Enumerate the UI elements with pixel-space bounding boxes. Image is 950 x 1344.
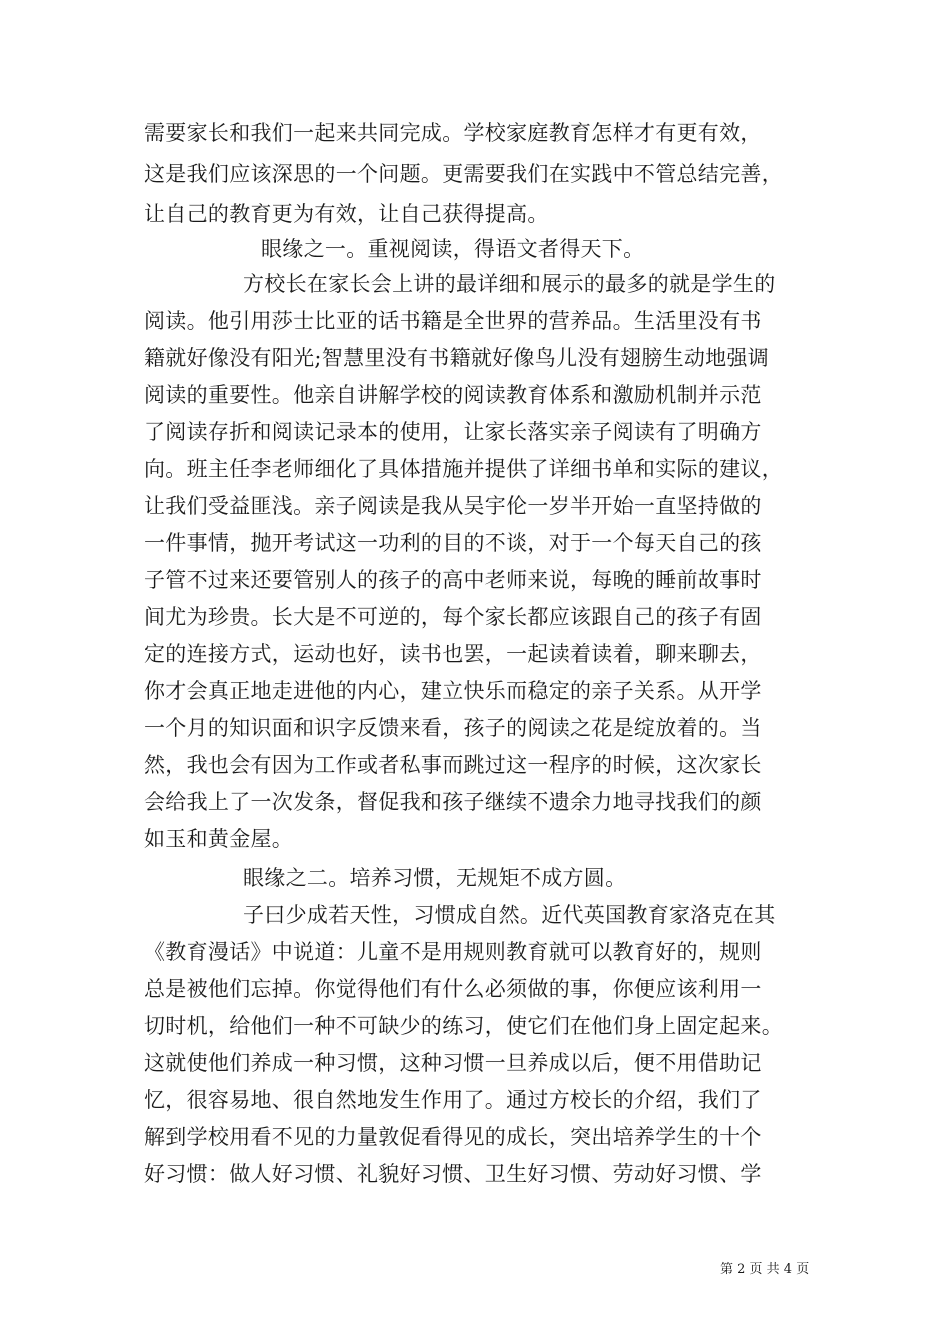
- text-line: 向。班主任李老师细化了具体措施并提供了详细书单和实际的建议，: [144, 457, 783, 481]
- paragraph-first-line: 子曰少成若天性，习惯成自然。近代英国教育家洛克在其: [243, 903, 776, 927]
- text-line: 你才会真正地走进他的内心，建立快乐而稳定的亲子关系。从开学: [144, 679, 762, 703]
- text-line: 然，我也会有因为工作或者私事而跳过这一程序的时候，这次家长: [144, 753, 762, 777]
- section-heading: 眼缘之二。培养习惯，无规矩不成方圆。: [243, 866, 627, 890]
- text-line: 一个月的知识面和识字反馈来看，孩子的阅读之花是绽放着的。当: [144, 716, 762, 740]
- text-line: 总是被他们忘掉。你觉得他们有什么必须做的事，你便应该利用一: [144, 977, 762, 1001]
- text-line: 一件事情，抛开考试这一功利的目的不谈，对于一个每天自己的孩: [144, 531, 762, 555]
- text-line: 让自己的教育更为有效，让自己获得提高。: [144, 202, 549, 226]
- paragraph-first-line: 方校长在家长会上讲的最详细和展示的最多的就是学生的: [243, 272, 776, 296]
- text-line: 定的连接方式，运动也好，读书也罢，一起读着读着，聊来聊去，: [144, 642, 762, 666]
- text-line: 子管不过来还要管别人的孩子的高中老师来说，每晚的睡前故事时: [144, 568, 762, 592]
- text-line: 间尤为珍贵。长大是不可逆的，每个家长都应该跟自己的孩子有固: [144, 605, 762, 629]
- text-line: 阅读的重要性。他亲自讲解学校的阅读教育体系和激励机制并示范: [144, 383, 762, 407]
- text-line: 解到学校用看不见的力量敦促看得见的成长，突出培养学生的十个: [144, 1125, 762, 1149]
- text-line: 籍就好像没有阳光;智慧里没有书籍就好像鸟儿没有翅膀生动地强调: [144, 346, 770, 370]
- text-line: 如玉和黄金屋。: [144, 827, 294, 851]
- text-line: 了阅读存折和阅读记录本的使用，让家长落实亲子阅读有了明确方: [144, 420, 762, 444]
- text-line: 让我们受益匪浅。亲子阅读是我从吴宇伦一岁半开始一直坚持做的: [144, 494, 762, 518]
- text-line: 忆，很容易地、很自然地发生作用了。通过方校长的介绍，我们了: [144, 1088, 762, 1112]
- text-line: 需要家长和我们一起来共同完成。学校家庭教育怎样才有更有效，: [144, 121, 762, 145]
- text-line: 阅读。他引用莎士比亚的话书籍是全世界的营养品。生活里没有书: [144, 309, 762, 333]
- text-line: 《教育漫话》中说道：儿童不是用规则教育就可以教育好的，规则: [144, 940, 762, 964]
- text-line: 好习惯：做人好习惯、礼貌好习惯、卫生好习惯、劳动好习惯、学: [144, 1162, 762, 1186]
- text-line: 这是我们应该深思的一个问题。更需要我们在实践中不管总结完善，: [144, 162, 783, 186]
- text-line: 切时机，给他们一种不可缺少的练习，使它们在他们身上固定起来。: [144, 1014, 783, 1038]
- page-footer: 第 2 页 共 4 页: [720, 1262, 810, 1277]
- text-line: 会给我上了一次发条，督促我和孩子继续不遗余力地寻找我们的颜: [144, 790, 762, 814]
- section-heading: 眼缘之一。重视阅读，得语文者得天下。: [261, 237, 645, 261]
- text-line: 这就使他们养成一种习惯，这种习惯一旦养成以后，便不用借助记: [144, 1051, 762, 1075]
